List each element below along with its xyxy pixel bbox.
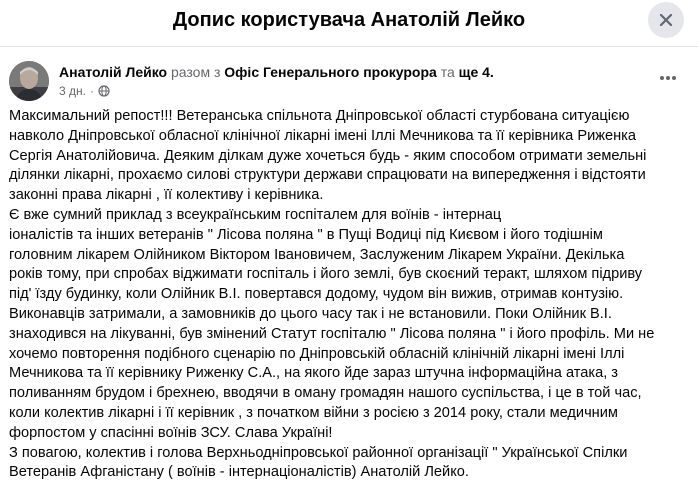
post-text-line: навколо Дніпровської обласної клінічної лікарні імені Іллі Мечникова та її керівника Риженка xyxy=(9,127,636,144)
post-text-line: коли колектив лікарні і її керівник , з початком війни з росією з 2014 року, стали медичним xyxy=(9,404,618,421)
post-text-line: хочемо повторення подібного сценарію по Дніпровській обласній клінічній лікарні імені Іллі xyxy=(9,345,625,362)
post-text xyxy=(9,107,684,483)
dialog-title: Допис користувача Анатолій Лейко xyxy=(172,9,526,31)
and-text: та xyxy=(440,64,455,80)
avatar-photo xyxy=(9,61,49,101)
dialog-header xyxy=(0,0,698,47)
post-text-line: Мечникова та її керівнику Риженку С.А., на якого йде зараз штучна інформаційна атака, з xyxy=(9,365,618,382)
more-options-icon xyxy=(659,75,677,81)
post-text-line: років тому, при спробах віджимати госпіталь і його землі, був скоєний теракт, шляхом підриву xyxy=(9,266,643,283)
post-text-line: знаходився на лікуванні, був змінений Статут госпіталю " Лісова поляна " і його профіль. Ми не xyxy=(9,325,655,342)
tagged-page-link[interactable]: Офіс Генерального прокурора xyxy=(224,64,437,80)
more-options-button[interactable] xyxy=(652,66,684,90)
post-text-line: Сергія Анатолійовича. Деяким ділкам дуже хочеться будь - яким способом отримати земельні xyxy=(9,147,647,164)
post-text-line: Ветеранів Афганістану ( воїнів - інтернаціоналістів) Анатолій Лейко. xyxy=(9,464,469,481)
post-text-line: поливанням брудом і брехнею, вводячи в оману громадян нашого суспільства, і це в той час, xyxy=(9,385,642,402)
with-text: разом з xyxy=(171,64,221,80)
post-time-link[interactable]: 3 дн. xyxy=(59,84,86,98)
post-author-line xyxy=(59,64,494,80)
close-icon xyxy=(659,13,673,27)
close-button[interactable] xyxy=(648,2,684,38)
post-text-line: законні права лікарні , її колективу і керівника. xyxy=(9,187,324,204)
post-meta xyxy=(59,84,110,98)
post-text-line: Виконавців затримали, а замовників до цього часу так і не встановили. Поки Олійник В.І. xyxy=(9,305,612,322)
author-avatar[interactable] xyxy=(9,61,49,101)
author-name-link[interactable]: Анатолій Лейко xyxy=(59,64,168,80)
period-text: . xyxy=(489,64,494,80)
post-text-line: форпостом у спасінні воїнів ЗСУ. Слава Україні! xyxy=(9,424,333,441)
others-link[interactable]: ще 4 xyxy=(458,64,490,80)
post-text-line: З повагою, колектив і голова Верхньодніпровської районної організації " Української Спілки xyxy=(9,444,628,461)
globe-icon[interactable] xyxy=(98,85,110,97)
meta-separator: · xyxy=(89,84,94,98)
post-text-line: Максимальний репост!!! Ветеранська спільнота Дніпровської області стурбована ситуацією xyxy=(9,108,630,124)
post-text-line: під' їзду будинку, коли Олійник В.І. повертався додому, чудом він вижив, отримав контузію. xyxy=(9,286,624,303)
post-text-line: Є вже сумний приклад з всеукраїнським госпіталем для воїнів - інтернац xyxy=(9,206,502,223)
post-text-line: іоналістів та інших ветеранів " Лісова поляна " в Пущі Водиці під Києвом і його тодішнім xyxy=(9,226,603,243)
post-text-line: ділянки лікарні, прохаємо силові структури держави спрацювати на випередження і відстояти xyxy=(9,167,646,184)
post-text-line: головним лікарем Олійником Віктором Івановичем, Заслуженим Лікарем України. Декілька xyxy=(9,246,625,263)
